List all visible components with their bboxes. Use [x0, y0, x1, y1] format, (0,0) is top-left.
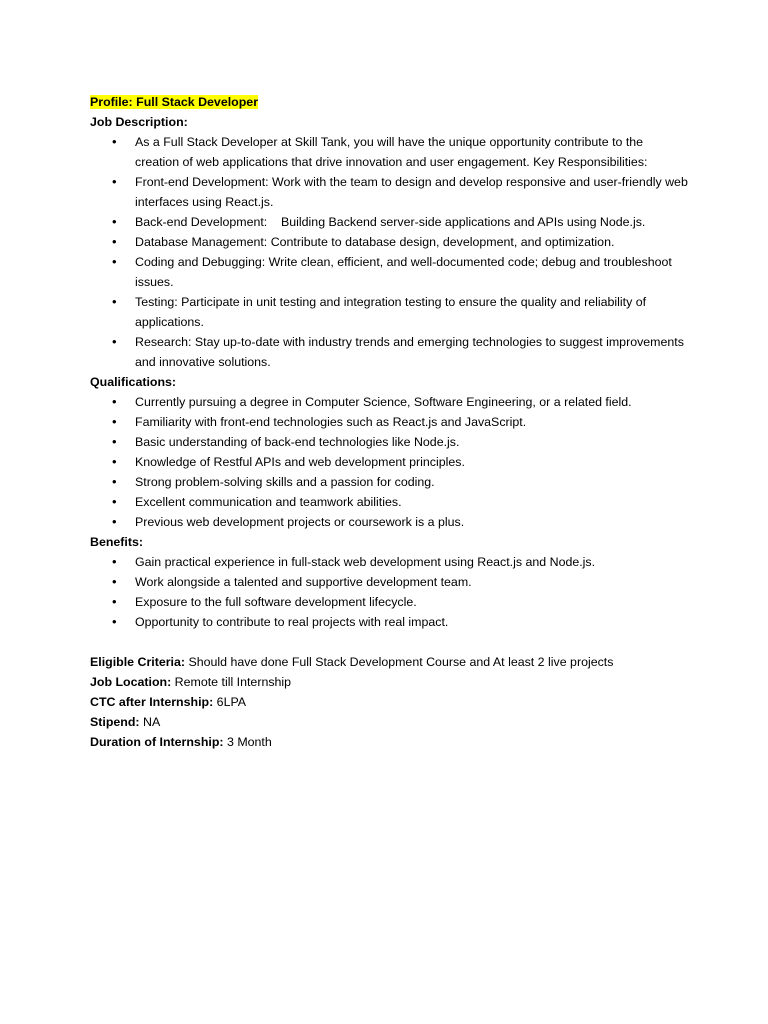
benefits-list [90, 552, 690, 632]
stipend-value: NA [139, 715, 161, 729]
document-page [90, 92, 690, 752]
list-item: • As a Full Stack Developer at Skill Tank, you will have the unique opportunity contribute to the creation of web applications that drive innovation and user engagement. Key Responsibilities: [112, 134, 648, 169]
list-item: • Gain practical experience in full-stack web development using React.js and Node.js. [90, 552, 690, 572]
list-item: • Opportunity to contribute to real projects with real impact. [90, 612, 690, 632]
profile-title-text: Profile: Full Stack Developer [90, 95, 259, 109]
ctc-after-internship [90, 692, 690, 712]
list-item: • Coding and Debugging: Write clean, efficient, and well-documented code; debug and troubleshoot issues. [112, 254, 672, 289]
bullet-icon: • [112, 134, 117, 149]
list-item: • Exposure to the full software development lifecycle. [90, 592, 690, 612]
bullet-icon: • [112, 394, 117, 409]
bullet-icon: • [112, 454, 117, 469]
list-item: • Back-end Development: Building Backend server-side applications and APIs using Node.js. [90, 212, 690, 232]
bullet-icon: • [112, 614, 117, 629]
job-location [90, 672, 690, 692]
job-description-heading: Job Description: [90, 115, 188, 129]
bullet-icon: • [112, 414, 117, 429]
bullet-icon: • [112, 594, 117, 609]
list-item: • Previous web development projects or coursework is a plus. [90, 512, 690, 532]
eligible-criteria [90, 652, 690, 672]
ctc-label: CTC after Internship: [90, 695, 214, 709]
bullet-icon: • [112, 254, 117, 269]
job-location-value: Remote till Internship [171, 675, 292, 689]
list-item: • Excellent communication and teamwork abilities. [90, 492, 690, 512]
stipend-label: Stipend: [90, 715, 140, 729]
stipend [90, 712, 690, 732]
bullet-icon: • [112, 214, 117, 229]
section-spacer [90, 632, 690, 652]
list-item: • Strong problem-solving skills and a passion for coding. [90, 472, 690, 492]
list-item: • Work alongside a talented and supportive development team. [90, 572, 690, 592]
duration-label: Duration of Internship: [90, 735, 224, 749]
bullet-icon: • [112, 574, 117, 589]
duration-value: 3 Month [223, 735, 272, 749]
list-item: • Currently pursuing a degree in Computer Science, Software Engineering, or a related field. [90, 392, 690, 412]
eligible-criteria-value: Should have done Full Stack Development Course and At least 2 live projects [185, 655, 614, 669]
benefits-heading: Benefits: [90, 535, 144, 549]
bullet-icon: • [112, 334, 117, 349]
bullet-icon: • [112, 174, 117, 189]
job-location-label: Job Location: [90, 675, 172, 689]
bullet-icon: • [112, 234, 117, 249]
list-item: • Front-end Development: Work with the team to design and develop responsive and user-friendly web interfaces using React.js. [112, 174, 688, 209]
bullet-icon: • [112, 494, 117, 509]
list-item: • Research: Stay up-to-date with industry trends and emerging technologies to suggest improvements and innovative solutions. [112, 334, 684, 369]
job-description-list [90, 132, 690, 372]
qualifications-heading: Qualifications: [90, 375, 177, 389]
bullet-icon: • [112, 554, 117, 569]
list-item: • Knowledge of Restful APIs and web development principles. [90, 452, 690, 472]
list-item: • Database Management: Contribute to database design, development, and optimization. [90, 232, 690, 252]
internship-duration [90, 732, 690, 752]
qualifications-list [90, 392, 690, 532]
list-item: • Testing: Participate in unit testing and integration testing to ensure the quality and reliability of applications. [112, 294, 647, 329]
bullet-icon: • [112, 514, 117, 529]
list-item: • Familiarity with front-end technologies such as React.js and JavaScript. [90, 412, 690, 432]
profile-title [90, 92, 690, 112]
list-item: • Basic understanding of back-end technologies like Node.js. [90, 432, 690, 452]
bullet-icon: • [112, 474, 117, 489]
bullet-icon: • [112, 294, 117, 309]
bullet-icon: • [112, 434, 117, 449]
eligible-criteria-label: Eligible Criteria: [90, 655, 186, 669]
ctc-value: 6LPA [213, 695, 247, 709]
